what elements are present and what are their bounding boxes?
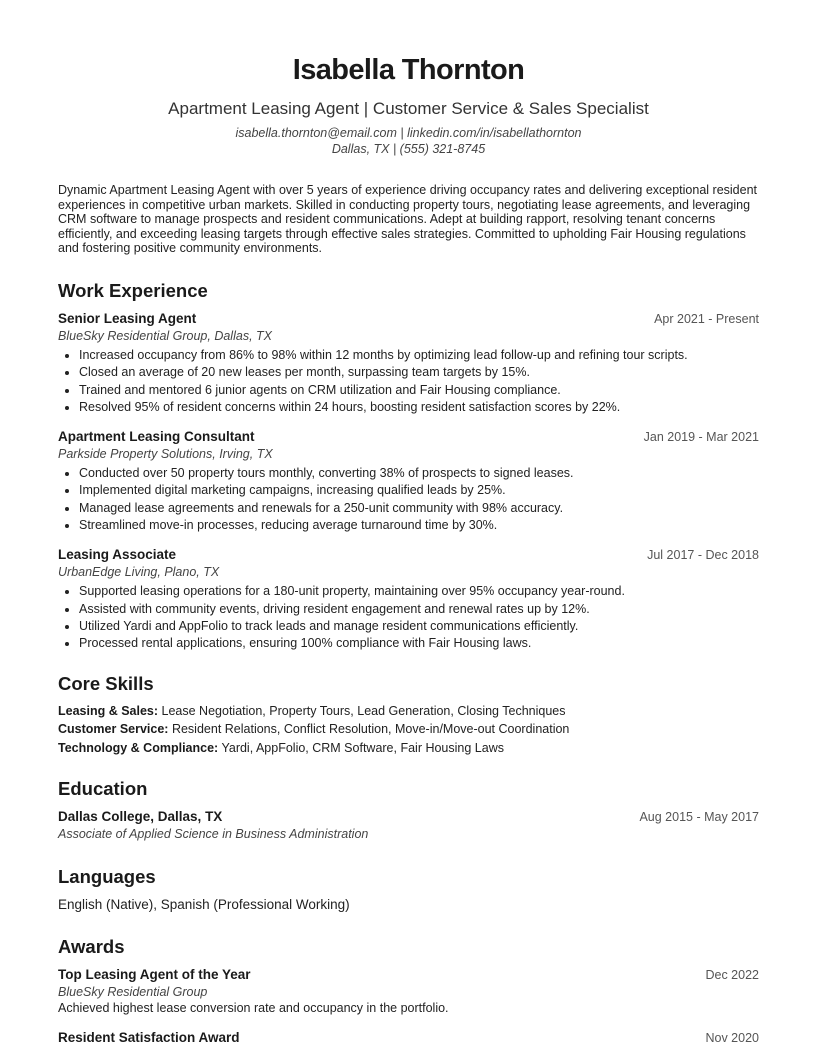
skill-category-label: Leasing & Sales: <box>58 703 159 718</box>
job-bullet: Supported leasing operations for a 180-unit property, maintaining over 95% occupancy year-round. <box>58 583 759 600</box>
languages-list: English (Native), Spanish (Professional Working) <box>58 897 350 913</box>
job-bullet: Increased occupancy from 86% to 98% within 12 months by optimizing lead follow-up and refining tour scripts. <box>58 347 759 364</box>
section-title-work-experience: Work Experience <box>58 279 208 301</box>
education-dates: Aug 2015 - May 2017 <box>639 810 759 825</box>
job-dates: Apr 2021 - Present <box>654 311 759 326</box>
skill-row-leasing-sales <box>58 702 759 721</box>
job-title: Leasing Associate <box>58 547 177 563</box>
core-skills-section <box>58 672 759 758</box>
job-header <box>58 310 759 328</box>
skills-list <box>58 702 759 758</box>
education-section <box>58 777 759 843</box>
awards-section <box>58 935 759 1047</box>
skill-values: Resident Relations, Conflict Resolution, Move-in/Move-out Coordination <box>171 722 570 737</box>
job-bullet: Processed rental applications, ensuring 100% compliance with Fair Housing laws. <box>58 635 759 652</box>
section-title-languages: Languages <box>58 866 156 888</box>
school-name: Dallas College, Dallas, TX <box>58 809 223 825</box>
job-bullet: Trained and mentored 6 junior agents on CRM utilization and Fair Housing compliance. <box>58 382 759 399</box>
job-company: BlueSky Residential Group, Dallas, TX <box>58 328 272 343</box>
award-header <box>58 1029 759 1047</box>
job-bullet: Managed lease agreements and renewals for a 250-unit community with 98% accuracy. <box>58 500 759 517</box>
skill-values: Yardi, AppFolio, CRM Software, Fair Housing Laws <box>221 740 504 755</box>
award-entry <box>58 966 759 1016</box>
education-entry <box>58 808 759 843</box>
job-bullet: Assisted with community events, driving resident engagement and renewal rates up by 12%. <box>58 601 759 618</box>
resume-page <box>58 52 759 1047</box>
job-company: UrbanEdge Living, Plano, TX <box>58 565 220 580</box>
job-bullet: Utilized Yardi and AppFolio to track leads and manage resident communications efficiently. <box>58 618 759 635</box>
award-organization: BlueSky Residential Group <box>58 985 208 1000</box>
contact-line-location-phone: Dallas, TX | (555) 321-8745 <box>331 141 486 156</box>
section-title-awards: Awards <box>58 936 125 958</box>
award-entry <box>58 1029 759 1047</box>
job-dates: Jan 2019 - Mar 2021 <box>643 430 759 445</box>
award-header <box>58 966 759 984</box>
job-header <box>58 546 759 564</box>
job-bullet: Conducted over 50 property tours monthly, converting 38% of prospects to signed leases. <box>58 465 759 482</box>
award-date: Nov 2020 <box>705 1031 759 1046</box>
professional-summary: Dynamic Apartment Leasing Agent with over 5 years of experience driving occupancy rates and delivering exceptional resident experiences in competitive urban markets. Skilled in conducting property tours, negotiating lease agreements, and leveraging CRM software to manage prospects and resident communications. Adept at building rapport, resolving tenant concerns efficiently, and exceeding leasing targets through effective sales strategies. Committed to upholding Fair Housing regulations and fostering positive community environments. <box>58 183 758 256</box>
headline: Apartment Leasing Agent | Customer Service & Sales Specialist <box>168 99 649 118</box>
skill-row-customer-service <box>58 720 759 739</box>
contact-line-email-linkedin: isabella.thornton@email.com | linkedin.com/in/isabellathornton <box>235 126 582 140</box>
skill-row-technology-compliance <box>58 739 759 758</box>
skill-category-label: Customer Service: <box>58 722 169 737</box>
job-bullet: Streamlined move-in processes, reducing average turnaround time by 30%. <box>58 517 759 534</box>
job-entry <box>58 310 759 416</box>
job-dates: Jul 2017 - Dec 2018 <box>647 548 759 563</box>
job-title: Apartment Leasing Consultant <box>58 429 255 445</box>
candidate-name: Isabella Thornton <box>292 54 525 86</box>
degree: Associate of Applied Science in Business Administration <box>58 827 369 842</box>
job-entry <box>58 428 759 534</box>
skill-values: Lease Negotiation, Property Tours, Lead Generation, Closing Techniques <box>161 703 566 718</box>
work-experience-section <box>58 279 759 653</box>
section-title-core-skills: Core Skills <box>58 672 154 694</box>
job-bullets <box>58 347 759 416</box>
header <box>58 52 759 157</box>
award-description: Achieved highest lease conversion rate and occupancy in the portfolio. <box>58 1001 449 1016</box>
award-date: Dec 2022 <box>705 968 759 983</box>
section-title-education: Education <box>58 778 148 800</box>
job-bullet: Implemented digital marketing campaigns, increasing qualified leads by 25%. <box>58 482 759 499</box>
education-header <box>58 808 759 826</box>
skill-category-label: Technology & Compliance: <box>58 740 219 755</box>
job-entry <box>58 546 759 652</box>
languages-section <box>58 865 759 914</box>
job-header <box>58 428 759 446</box>
award-name: Top Leasing Agent of the Year <box>58 967 251 983</box>
job-bullet: Resolved 95% of resident concerns within 24 hours, boosting resident satisfaction scores by 22%. <box>58 399 759 416</box>
job-bullet: Closed an average of 20 new leases per month, surpassing team targets by 15%. <box>58 364 759 381</box>
job-bullets <box>58 465 759 534</box>
job-title: Senior Leasing Agent <box>58 310 197 326</box>
award-name: Resident Satisfaction Award <box>58 1030 240 1046</box>
job-bullets <box>58 583 759 652</box>
job-company: Parkside Property Solutions, Irving, TX <box>58 447 273 462</box>
contact-info <box>58 126 759 157</box>
